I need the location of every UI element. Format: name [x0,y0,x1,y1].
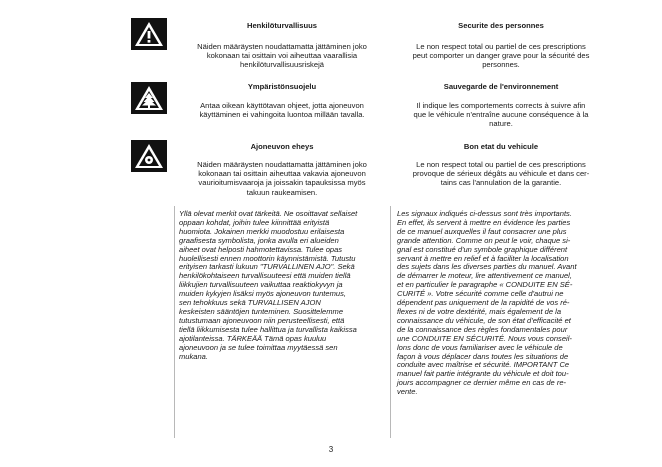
page-number: 3 [328,445,334,454]
section-title-personal-safety-fr: Securite des personnes [458,21,544,30]
section-text-personal-safety-fi: Näiden määräysten noudattamatta jättäminen joko kokonaan tai osittain voi aiheuttaa vaarallisia henkilöturvallisuusriskejä [197,42,367,70]
section-text-personal-safety-fr: Le non respect total ou partiel de ces prescriptions peut comporter un danger grave pour la sécurité des personnes. [412,42,590,70]
column-rule-left [174,206,175,438]
section-title-vehicle-integrity-fr: Bon etat du vehicule [463,142,539,151]
vehicle-safety-icon [131,140,167,172]
section-title-personal-safety-fi: Henkilöturvallisuus [246,21,318,30]
section-title-vehicle-integrity-fi: Ajoneuvon eheys [250,142,314,151]
section-text-vehicle-integrity-fr: Le non respect total ou partiel de ces prescriptions provoque de sérieux dégâts au véhicule et dans cer- tains cas l'annulation de la garantie. [412,160,590,188]
section-text-environment-fr: Il indique les comportements corrects à suivre afin que le véhicule n'entraîne aucune conséquence à la nature. [413,101,589,129]
paragraph-fi: Yllä olevat merkit ovat tärkeitä. Ne osoittavat sellaiset oppaan kohdat, joihin tulee kiinnittää erityistä huomiota. Jokainen merkki muodostuu erilaisesta graafisesta symbolista, jonka avulla eri alueiden aiheet ovat helposti hahmotettavissa. Tulee opas huolellisesti ennen moottorin käynnistämistä. Tutustu erityisen tarkasti lukuun "TURVALLINEN AJO". Sekä henkilökohtaiseen turvallisuuteesi että muiden tiellä liikkujien turvallisuuteen vaikuttaa reaktiokyvyn ja muiden kykyjen lisäksi myös ajoneuvon tuntemus, sen tehokkuus sekä TURVALLISEN AJON keskeisten sääntöjen tunteminen. Suosittelemme tutustumaan ajoneuvoon niin perusteellisesti, että tiellä liikkumisesta tulee hallittua ja turvallista kaikissa ajotilanteissa. TÄRKEÄÄ Tämä opas kuuluu ajoneuvoon ja se tulee toimittaa myytäessä sen mukana. [179,209,358,361]
paragraph-fr: Les signaux indiqués ci-dessus sont très importants. En effet, ils servent à mettre en évidence les parties de ce manuel auxquelles il faut consacrer une plus grande attention. Comme on peut le voir, chaque si- gnal est constitué d'un symbole graphique différent servant à mettre en relief et à faciliter la localisation des sujets dans les diverses parties du manuel. Avant de démarrer le moteur, lire attentivement ce manuel, et en particulier le paragraphe « CONDUITE EN SÉ- CURITÉ ». Votre sécurité comme celle d'autrui ne dépendent pas uniquement de la rapidité de vos ré- flexes ni de votre dextérité, mais également de la connaissance du véhicule, de son état d'efficacité et de la connaissance des règles fondamentales pour une CONDUITE EN SÉCURITÉ. Nous vous conseil- lons donc de vous familiariser avec le véhicule de façon à vous déplacer dans toutes les situations de conduite avec maîtrise et sécurité. IMPORTANT Ce manuel fait partie intégrante du véhicule et doit tou- jours accompagner ce dernier même en cas de re- vente. [397,209,577,397]
section-text-vehicle-integrity-fi: Näiden määräysten noudattamatta jättäminen joko kokonaan tai osittain aiheuttaa vakavia ajoneuvon vaurioitumisvaaroja ja joissakin tapauksissa myös takuun raukeamisen. [197,160,367,197]
column-rule-right [390,206,391,438]
section-text-environment-fi: Antaa oikean käyttötavan ohjeet, jotta ajoneuvon käyttäminen ei vahingoita luontoa millään tavalla. [199,101,365,120]
warning-triangle-icon [131,18,167,50]
section-title-environment-fr: Sauvegarde de l'environnement [443,82,559,91]
environment-tree-icon [131,82,167,114]
section-title-environment-fi: Ympäristönsuojelu [247,82,317,91]
